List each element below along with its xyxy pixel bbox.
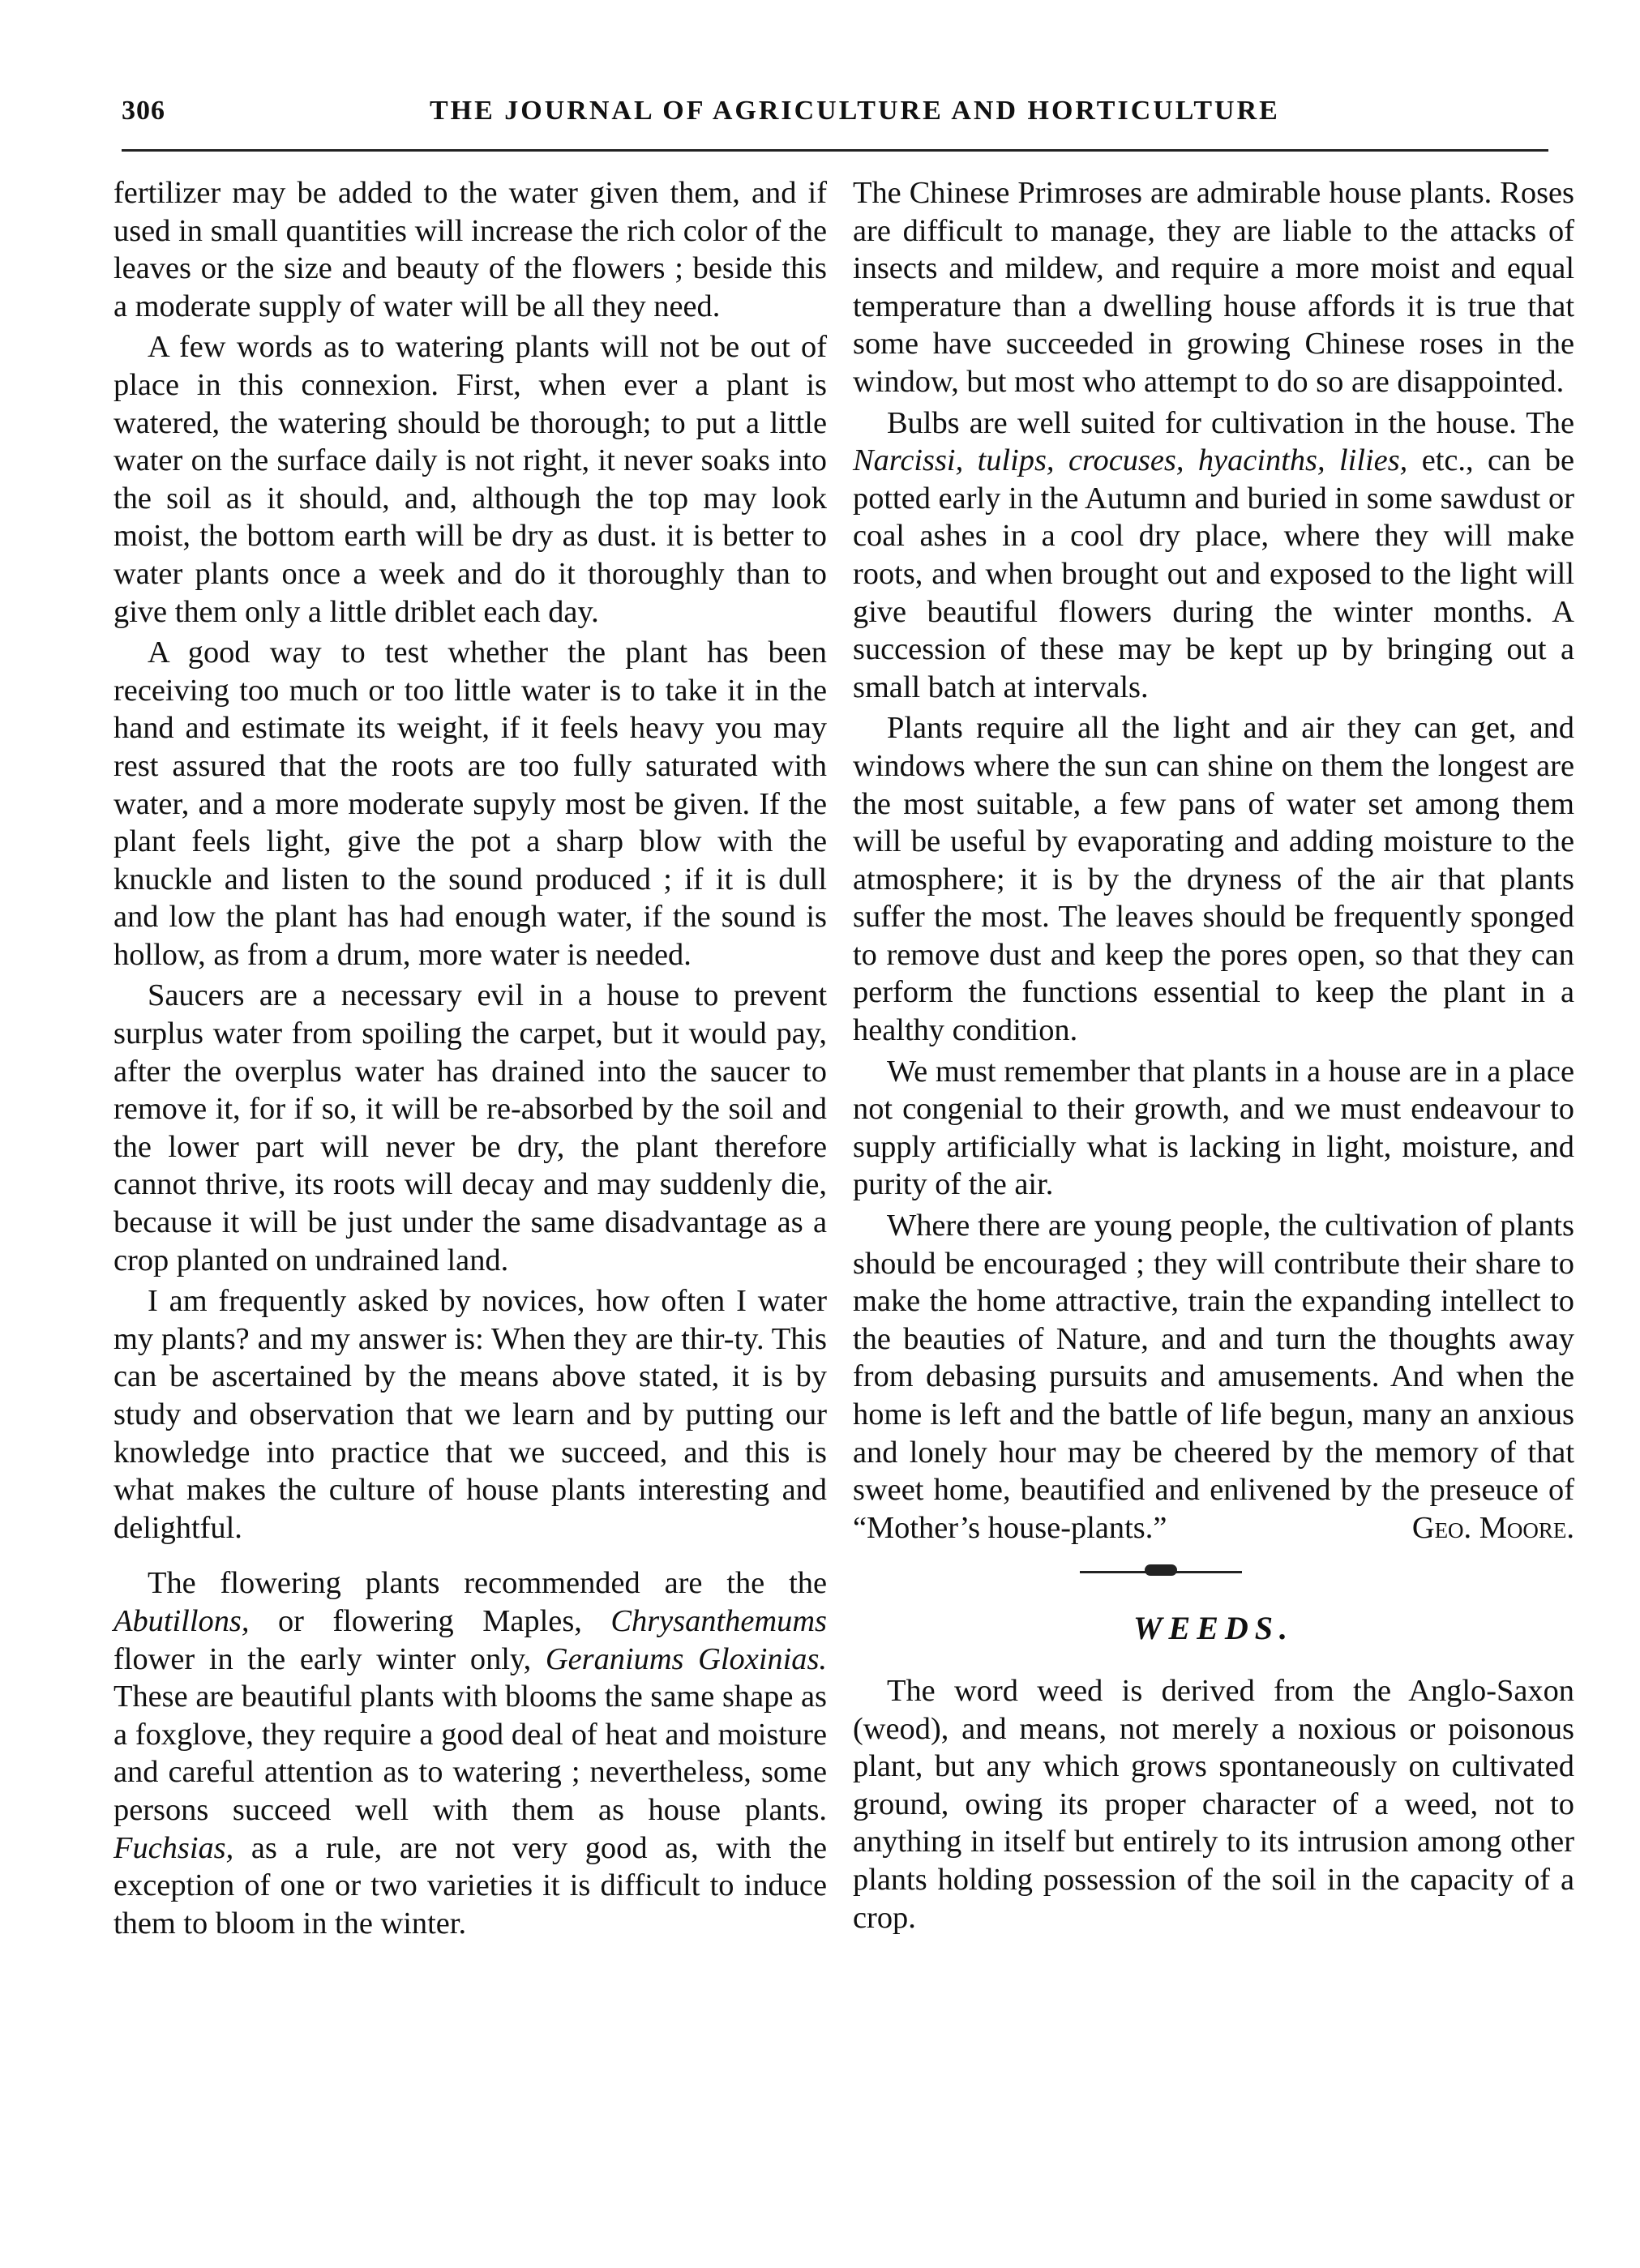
paragraph: A few words as to watering plants will not be out of place in this connexion. First, when ever a plant is watered, the watering should be thorough; to put a little water on the surface daily is not right, it never soaks into the soil as it should, and, although the top may look moist, the bottom earth will be dry as dust. it is better to water plants once a week and do it thoroughly than to give them only a little driblet each day. bbox=[113, 330, 827, 629]
plant-name: Geraniums Gloxinias. bbox=[545, 1641, 828, 1676]
author-signature: Geo. Moore. bbox=[1411, 1510, 1574, 1545]
plant-name: Fuchsias, bbox=[113, 1830, 234, 1865]
paragraph: The Chinese Primroses are admirable house plants. Roses are difficult to manage, they are liable to the attacks of insects and mildew, and require a more moist and equal temperature than a dwelling house affords it is true that some have succeeded in growing Chinese roses in the window, but most who attempt to do so are disappointed. bbox=[853, 176, 1574, 399]
left-column bbox=[113, 174, 827, 1942]
page-header bbox=[122, 96, 1540, 144]
plant-name: Chrysanthemums bbox=[610, 1603, 827, 1638]
section-title: WEEDS. bbox=[1133, 1610, 1295, 1647]
plant-names: Narcissi, tulips, crocuses, hyacinths, lilies, bbox=[853, 443, 1408, 478]
paragraph: I am frequently asked by novices, how often I water my plants? and my answer is: When they are thir-ty. This can be ascertained by the means above stated, it is by study and observation that we learn and by putting our knowledge into practice that we succeed, and this is what makes the culture of house plants interesting and delightful. bbox=[113, 1284, 827, 1545]
paragraph: We must remember that plants in a house are in a place not congenial to their growth, and we must endeavour to supply artificially what is lacking in light, moisture, and purity of the air. bbox=[853, 1054, 1574, 1202]
page-number: 306 bbox=[122, 96, 165, 126]
plant-name: Abutillons, bbox=[113, 1603, 250, 1638]
paragraph: A good way to test whether the plant has been receiving too much or too little water is to take it in the hand and estimate its weight, if it feels heavy you may rest assured that the roots are too fully saturated with water, and a more moderate supyly most be given. If the plant feels light, give the pot a sharp blow with the knuckle and listen to the sound produced ; if it is dull and low the plant has had enough water, if the sound is hollow, as from a drum, more water is needed. bbox=[113, 635, 827, 972]
header-rule bbox=[122, 149, 1548, 152]
right-column bbox=[853, 174, 1574, 1936]
paragraph: Saucers are a necessary evil in a house to prevent surplus water from spoiling the carpet, but it would pay, after the overplus water has drained into the saucer to remove it, for if so, it will be re-absorbed by the soil and the lower part will never be dry, the plant therefore cannot thrive, its roots will decay and may suddenly die, because it will be just under the same disadvantage as a crop planted on undrained land. bbox=[113, 978, 827, 1277]
section-divider bbox=[853, 1547, 1574, 1595]
running-title: THE JOURNAL OF AGRICULTURE AND HORTICULTURE bbox=[430, 96, 1280, 126]
paragraph: The word weed is derived from the Anglo-Saxon (weod), and means, not merely a noxious or poisonous plant, but any which grows spontaneously on cultivated ground, owing its proper character of a weed, not to anything in itself but entirely to its intrusion among other plants holding possession of the soil in the capacity of a crop. bbox=[853, 1673, 1574, 1935]
paragraph: Bulbs are well suited for cultivation in the house. The Narcissi, tulips, crocuses, hyacinths, lilies, etc., can be potted early in the Autumn and buried in some sawdust or coal ashes in a cool dry place, where they will make roots, and when brought out and exposed to the light will give beautiful flowers during the winter months. A succession of these may be kept up by bringing out a small batch at intervals. bbox=[853, 405, 1574, 704]
paragraph: fertilizer may be added to the water given them, and if used in small quantities will increase the rich color of the leaves or the size and beauty of the flowers ; beside this a moderate supply of water will be all they need. bbox=[113, 176, 827, 323]
paragraph: The flowering plants recommended are the the Abutillons, or flowering Maples, Chrysanthemums flower in the early winter only, Geraniums Gloxinias. These are beautiful plants with blooms the same shape as a foxglove, they require a good deal of heat and moisture and careful attention as to watering ; nevertheless, some persons succeed well with them as house plants. Fuchsias, as a rule, are not very good as, with the exception of one or two varieties it is difficult to induce them to bloom in the winter. bbox=[113, 1566, 828, 1941]
paragraph: Plants require all the light and air they can get, and windows where the sun can shine on them the longest are the most suitable, a few pans of water set among them will be useful by evaporating and adding moisture to the atmosphere; it is by the dryness of the air that plants suffer the most. The leaves should be frequently sponged to remove dust and keep the pores open, so that they can perform the functions essential to keep the plant in a healthy condition. bbox=[853, 711, 1574, 1048]
paragraph: Where there are young people, the cultivation of plants should be encouraged ; they will contribute their share to make the home attractive, train the expanding intellect to the beauties of Nature, and and turn the thoughts away from debasing pursuits and amusements. And when the home is left and the battle of life begun, many an anxious and lonely hour may be cheered by the memory of that sweet home, beautified and enlivened by the preseuce of “Mother’s house-plants.” Geo. Moore. bbox=[853, 1207, 1574, 1547]
divider-ornament bbox=[1145, 1564, 1177, 1576]
